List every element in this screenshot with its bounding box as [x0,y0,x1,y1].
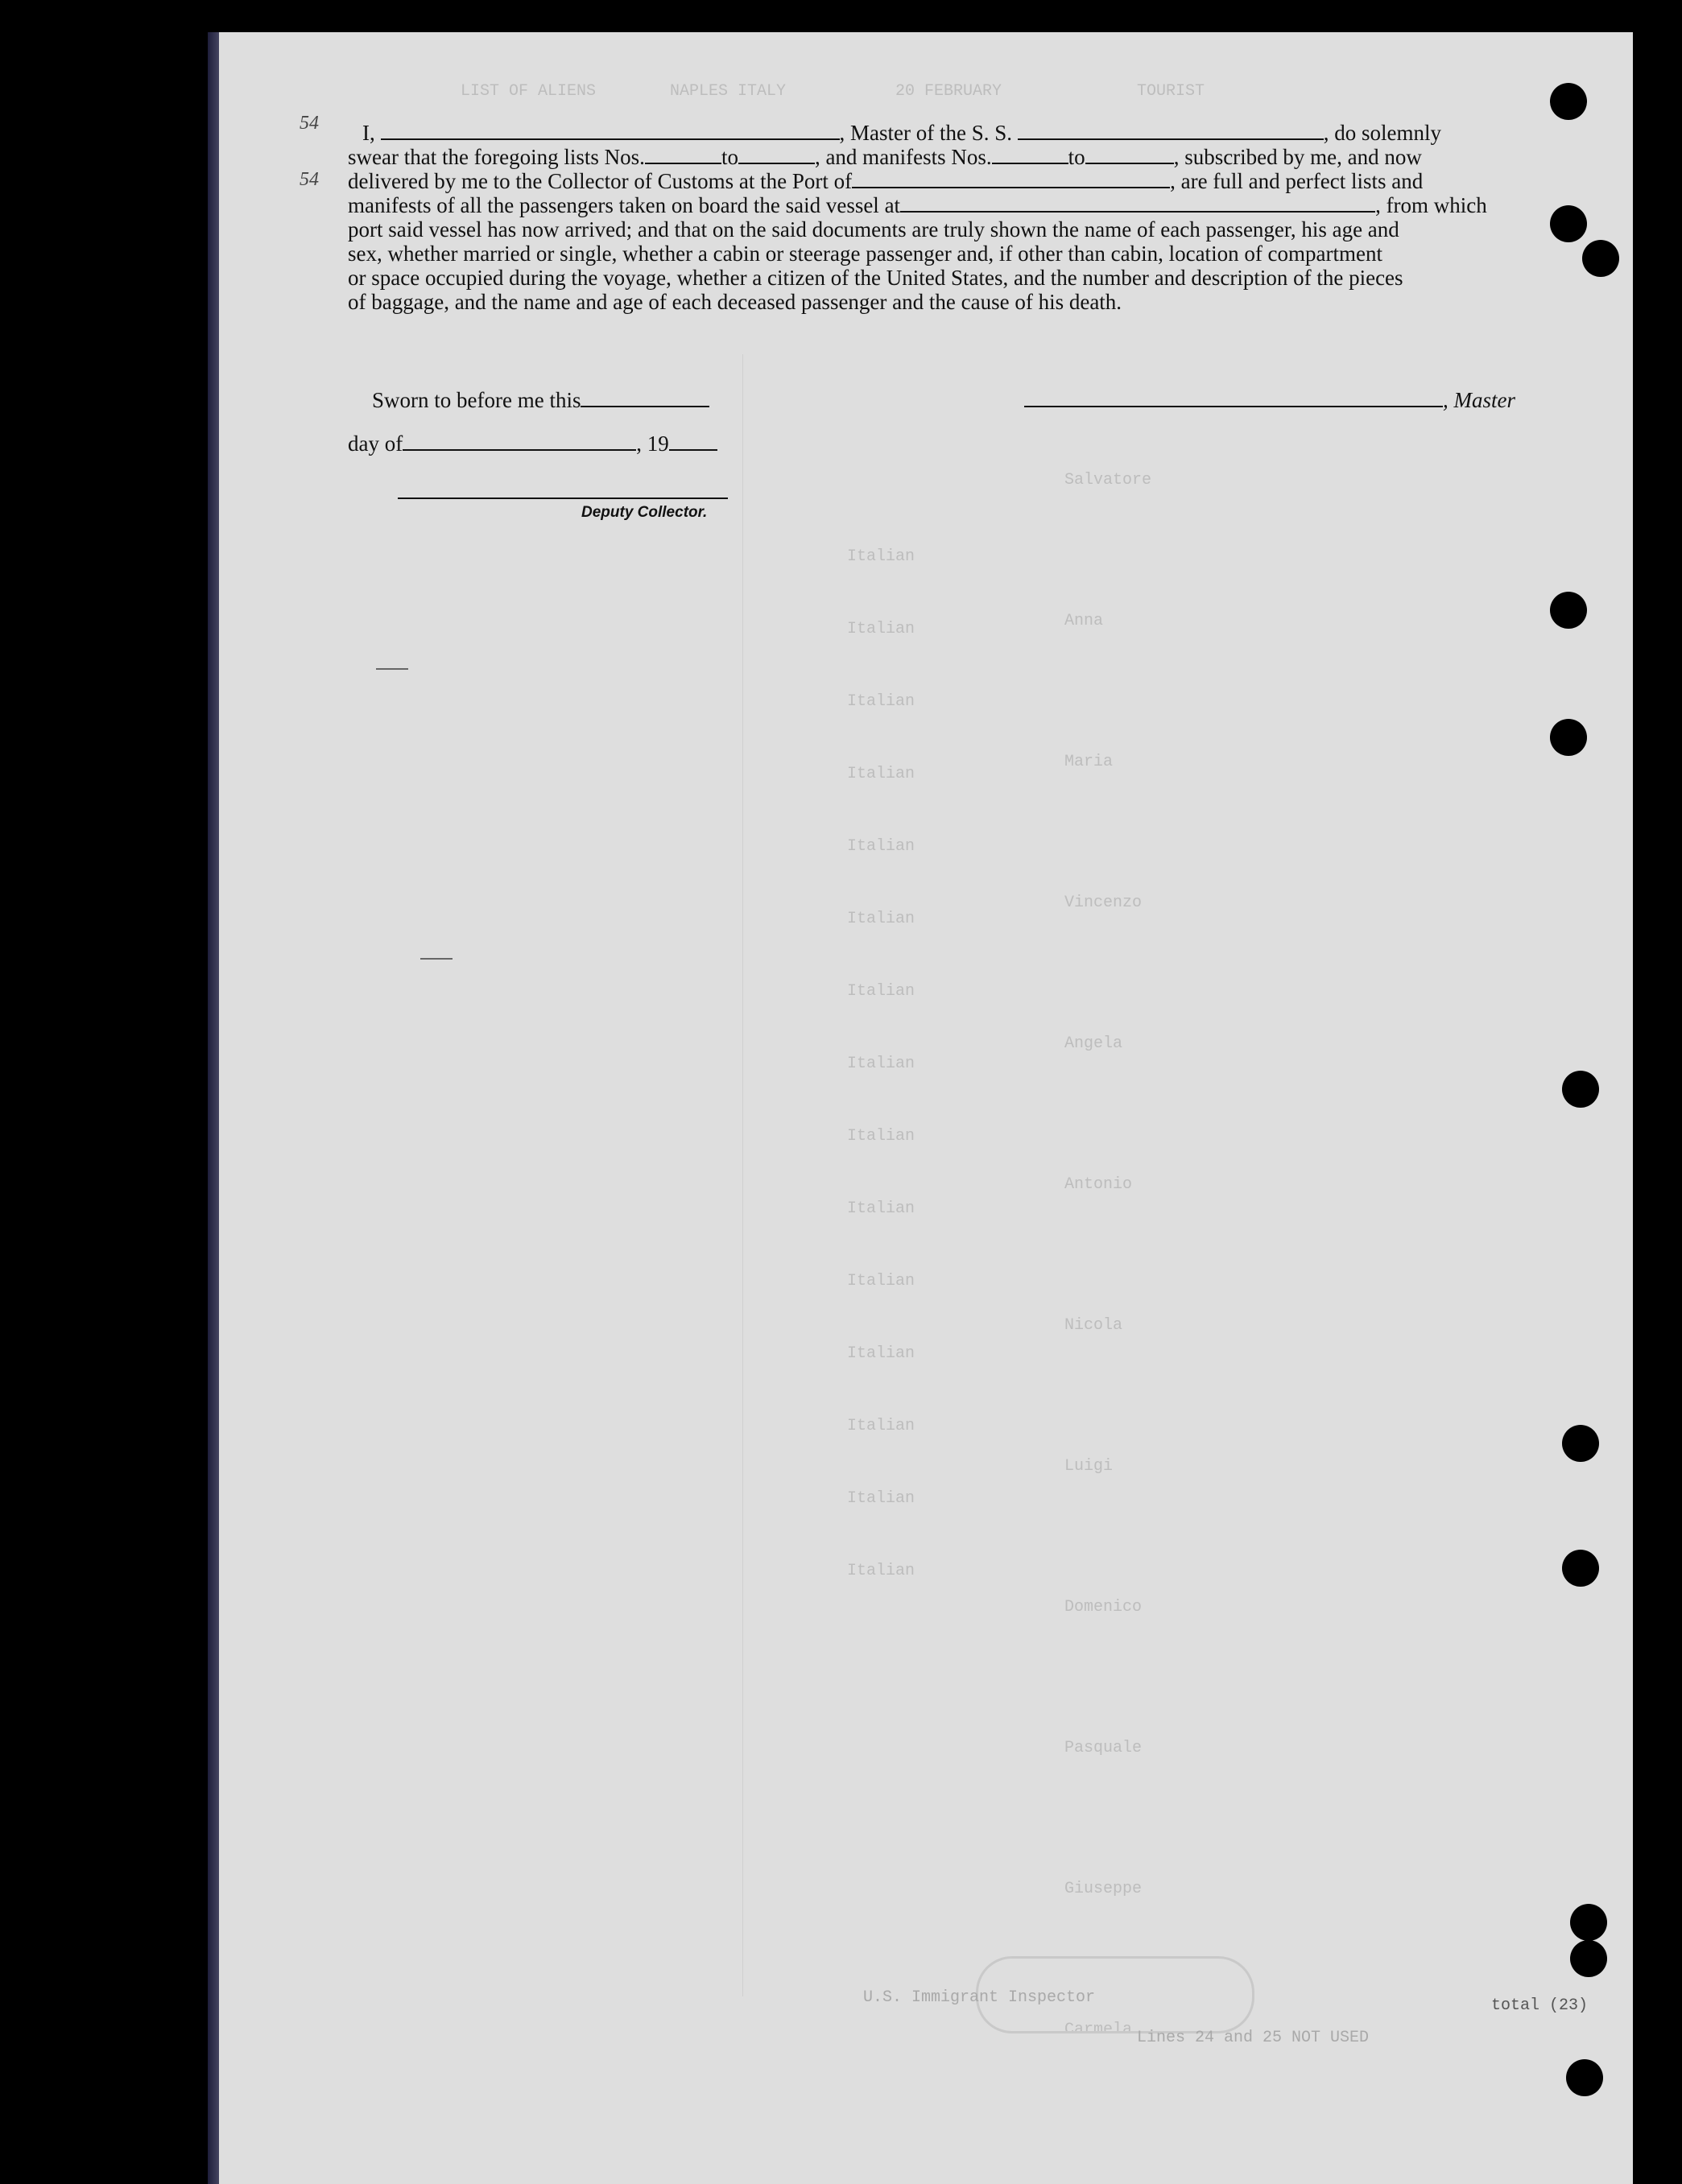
ghost-nationality-entry: Italian [847,1562,915,1580]
ghost-nationality-entry: Italian [847,692,915,711]
ghost-nationality-entry: Italian [847,1127,915,1146]
ship-name-blank[interactable] [1018,122,1324,140]
oath-line-6: sex, whether married or single, whether a cabin or steerage passenger and, if other than cabin, location of compartment [348,242,1383,266]
punch-hole [1562,1071,1599,1108]
manifest-page [219,32,1633,2184]
punch-hole [1566,2059,1603,2096]
manifests-to-blank[interactable] [1085,147,1174,164]
ghost-header: 20 FEBRUARY [895,82,1002,101]
punch-hole [1562,1425,1599,1462]
lists-from-blank[interactable] [645,147,721,164]
punch-hole [1550,719,1587,756]
ghost-given-name-entry: Carmela [1064,2021,1133,2039]
stray-mark [420,958,453,960]
ghost-nationality-entry: Italian [847,1272,915,1290]
day-of-month-blank[interactable] [403,433,636,451]
punch-hole [1550,83,1587,120]
ghost-nationality-entry: Italian [847,910,915,928]
oath-line-3: delivered by me to the Collector of Customs at the Port of , are full and perfect lists and [348,169,1424,193]
manifests-from-blank[interactable] [992,147,1068,164]
lists-to-blank[interactable] [738,147,815,164]
ghost-given-name-entry: Maria [1064,753,1114,771]
day-of-line: day of , 19 [348,431,717,456]
bleed-column-rule [742,354,743,1996]
ghost-given-name-entry: Angela [1064,1034,1123,1053]
deputy-signature-rule [398,497,728,499]
port-blank[interactable] [852,171,1170,188]
oath-line-5: port said vessel has now arrived; and that on the said documents are truly shown the name of each passenger, his age and [348,217,1399,242]
punch-hole [1570,1904,1607,1941]
oath-line-4: manifests of all the passengers taken on board the said vessel at , from which [348,193,1487,217]
ghost-footer-note: Lines 24 and 25 NOT USED [1137,2029,1370,2047]
ghost-given-name-entry: Pasquale [1064,1739,1143,1757]
oath-paragraph [348,121,1523,314]
embark-port-blank[interactable] [900,195,1375,213]
margin-note: 54 [300,113,319,134]
oath-line-8: of baggage, and the name and age of each deceased passenger and the cause of his death. [348,290,1122,314]
oath-line-1: I, , Master of the S. S. , do solemnly [362,121,1441,145]
ghost-nationality-entry: Italian [847,1055,915,1073]
oath-line-7: or space occupied during the voyage, whether a citizen of the United States, and the number and description of the pieces [348,266,1403,290]
ghost-nationality-entry: Italian [847,1489,915,1508]
ghost-footer-total: total (23) [1491,1996,1589,2015]
ghost-given-name-entry: Vincenzo [1064,894,1143,912]
ghost-given-name-entry: Antonio [1064,1175,1133,1194]
punch-hole [1562,1550,1599,1587]
ghost-given-name-entry: Salvatore [1064,471,1152,489]
year-blank[interactable] [669,433,717,451]
ghost-nationality-entry: Italian [847,620,915,638]
ghost-given-name-entry: Nicola [1064,1316,1123,1335]
master-name-blank[interactable] [381,122,840,140]
ghost-given-name-entry: Anna [1064,612,1104,630]
punch-hole [1570,1940,1607,1977]
sworn-date-blank[interactable] [581,390,709,407]
ghost-header: LIST OF ALIENS [461,82,597,101]
ghost-footer-inspector: U.S. Immigrant Inspector [863,1988,1096,2007]
punch-hole [1550,592,1587,629]
punch-hole [1582,240,1619,277]
punch-hole [1550,205,1587,242]
margin-note: 54 [300,169,319,190]
ghost-nationality-entry: Italian [847,1199,915,1218]
master-signature-line: , Master [1024,388,1515,413]
ghost-given-name-entry: Giuseppe [1064,1880,1143,1898]
master-signature-blank[interactable] [1024,390,1443,407]
ghost-nationality-entry: Italian [847,1344,915,1363]
ghost-nationality-entry: Italian [847,547,915,566]
ghost-nationality-entry: Italian [847,1417,915,1435]
ghost-given-name-entry: Domenico [1064,1598,1143,1616]
ghost-nationality-entry: Italian [847,837,915,856]
ghost-header: TOURIST [1137,82,1205,101]
stray-mark [376,668,408,670]
oath-line-2: swear that the foregoing lists Nos. to , and manifests Nos. to , subscribed by me, and now [348,145,1422,169]
sworn-line: Sworn to before me this [372,388,709,413]
ghost-nationality-entry: Italian [847,982,915,1001]
deputy-collector-label: Deputy Collector. [581,504,708,521]
ghost-nationality-entry: Italian [847,765,915,783]
ghost-given-name-entry: Luigi [1064,1457,1114,1476]
ghost-header: NAPLES ITALY [670,82,787,101]
